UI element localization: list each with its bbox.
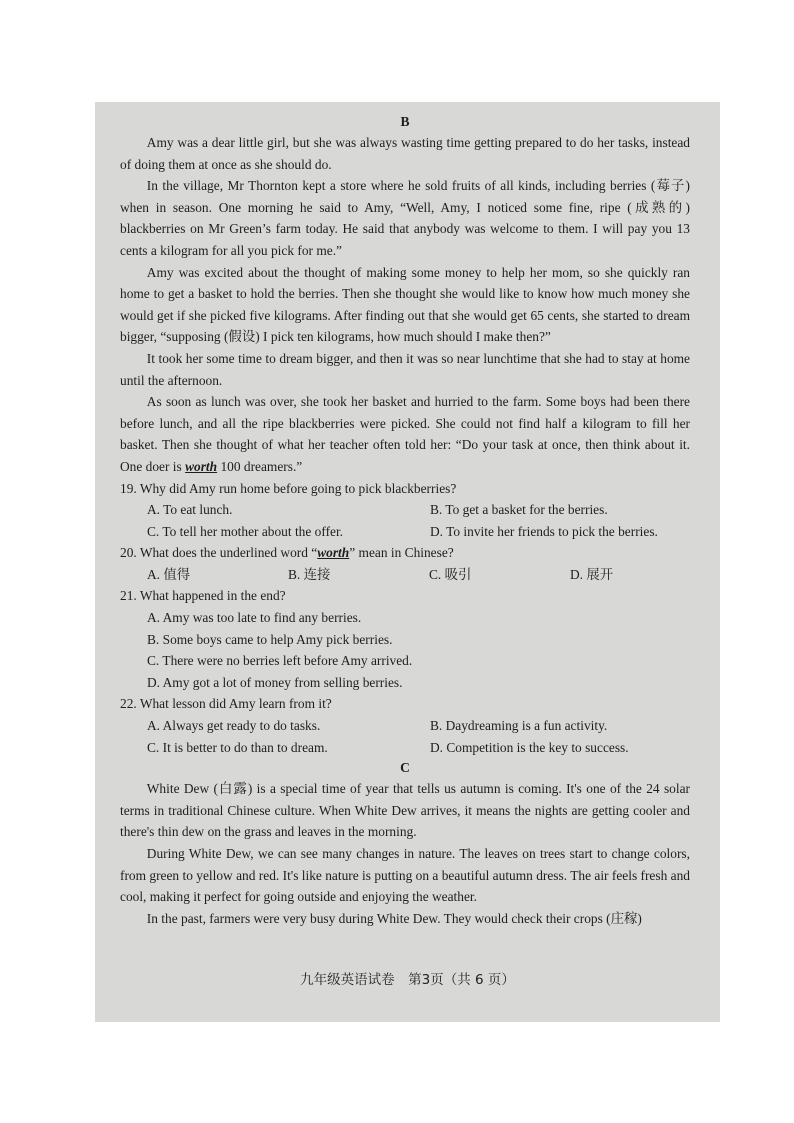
q20-option-b: B. 连接 [288,566,331,582]
q22-option-d: D. Competition is the key to success. [430,739,629,755]
q19-option-d: D. To invite her friends to pick the berries. [430,523,658,539]
paragraph-5-text-after: 100 dreamers.” [217,458,303,474]
q22-option-c: C. It is better to do than to dream. [147,739,328,755]
question-20-options [120,564,690,586]
q21-option-a: A. Amy was too late to find any berries. [147,610,362,626]
passage-b-paragraph-3: Amy was excited about the thought of making some money to help her mom, so she quickly ran home to get a basket to hold the berries. Then she thought she would like to know how much money she would get if she picked five kilograms. After finding out that she would get 65 cents, she started to dream bigger, “supposing (假设) I pick ten kilograms, how much should I make then?” [120,264,690,345]
question-21-stem: 21. What happened in the end? [120,588,286,604]
q20-option-d: D. 展开 [570,566,614,582]
paragraph-5-text-before: As soon as lunch was over, she took her basket and hurried to the farm. Some boys had been there before lunch, and all the ripe blackberries were picked. She could not find half a kilogram to fill her basket. Then she thought of what her teacher often told her: “Do your task at once, then think about it. One doer is [120,394,690,474]
question-19-options [120,499,690,542]
passage-b-paragraph-2: In the village, Mr Thornton kept a store where he sold fruits of all kinds, including berries (莓子) when in season. One morning he said to Amy, “Well, Amy, I noticed some fine, ripe (成熟的) blackberries on Mr Green’s farm today. He said that anybody was welcome to them. I will pay you 13 cents a kilogram for all you pick for me.” [120,178,690,258]
q21-option-d: D. Amy got a lot of money from selling berries. [147,674,403,690]
exam-page [95,102,720,1022]
q20-underlined-word: worth [317,545,350,561]
question-21-options [120,607,690,693]
page-footer: 九年级英语试卷 第3页（共 6 页） [300,972,515,988]
q20-option-c: C. 吸引 [429,566,472,582]
q21-option-c: C. There were no berries left before Amy arrived. [147,653,413,669]
question-19-stem: 19. Why did Amy run home before going to pick blackberries? [120,480,457,496]
question-20-stem [120,542,690,564]
passage-c-paragraph-1: White Dew (白露) is a special time of year that tells us autumn is coming. It's one of the 24 solar terms in traditional Chinese culture. When White Dew arrives, it means the nights are getting cooler and there's thin dew on the grass and leaves in the morning. [120,781,690,840]
passage-c-paragraph-3: In the past, farmers were very busy during White Dew. They would check their crops (庄稼) [146,910,642,926]
q22-option-a: A. Always get ready to do tasks. [147,718,321,734]
underlined-word-worth: worth [185,458,218,474]
q20-option-a: A. 值得 [147,566,191,582]
q21-option-b: B. Some boys came to help Amy pick berries. [147,631,393,647]
q19-option-a: A. To eat lunch. [147,502,233,518]
passage-c-paragraph-2: During White Dew, we can see many changes in nature. The leaves on trees start to change colors, from green to yellow and red. It's like nature is putting on a beautiful autumn dress. The air feels fresh and cool, making it perfect for going outside and enjoying the weather. [120,846,690,905]
passage-b-heading: B [400,114,410,129]
q20-stem-before: 20. What does the underlined word “ [120,545,318,561]
passage-b-paragraph-5 [120,391,690,477]
q19-option-c: C. To tell her mother about the offer. [147,523,344,539]
question-22-stem: 22. What lesson did Amy learn from it? [120,696,332,712]
passage-b-paragraph-1: Amy was a dear little girl, but she was always wasting time getting prepared to do her tasks, instead of doing them at once as she should do. [120,135,690,172]
question-22-options [120,715,690,758]
q19-option-b: B. To get a basket for the berries. [430,502,608,518]
passage-b-paragraph-4: It took her some time to dream bigger, and then it was so near lunchtime that she had to stay at home until the afternoon. [120,350,690,388]
q20-stem-after: ” mean in Chinese? [349,545,454,561]
q22-option-b: B. Daydreaming is a fun activity. [430,718,608,734]
passage-c-heading: C [400,760,410,776]
